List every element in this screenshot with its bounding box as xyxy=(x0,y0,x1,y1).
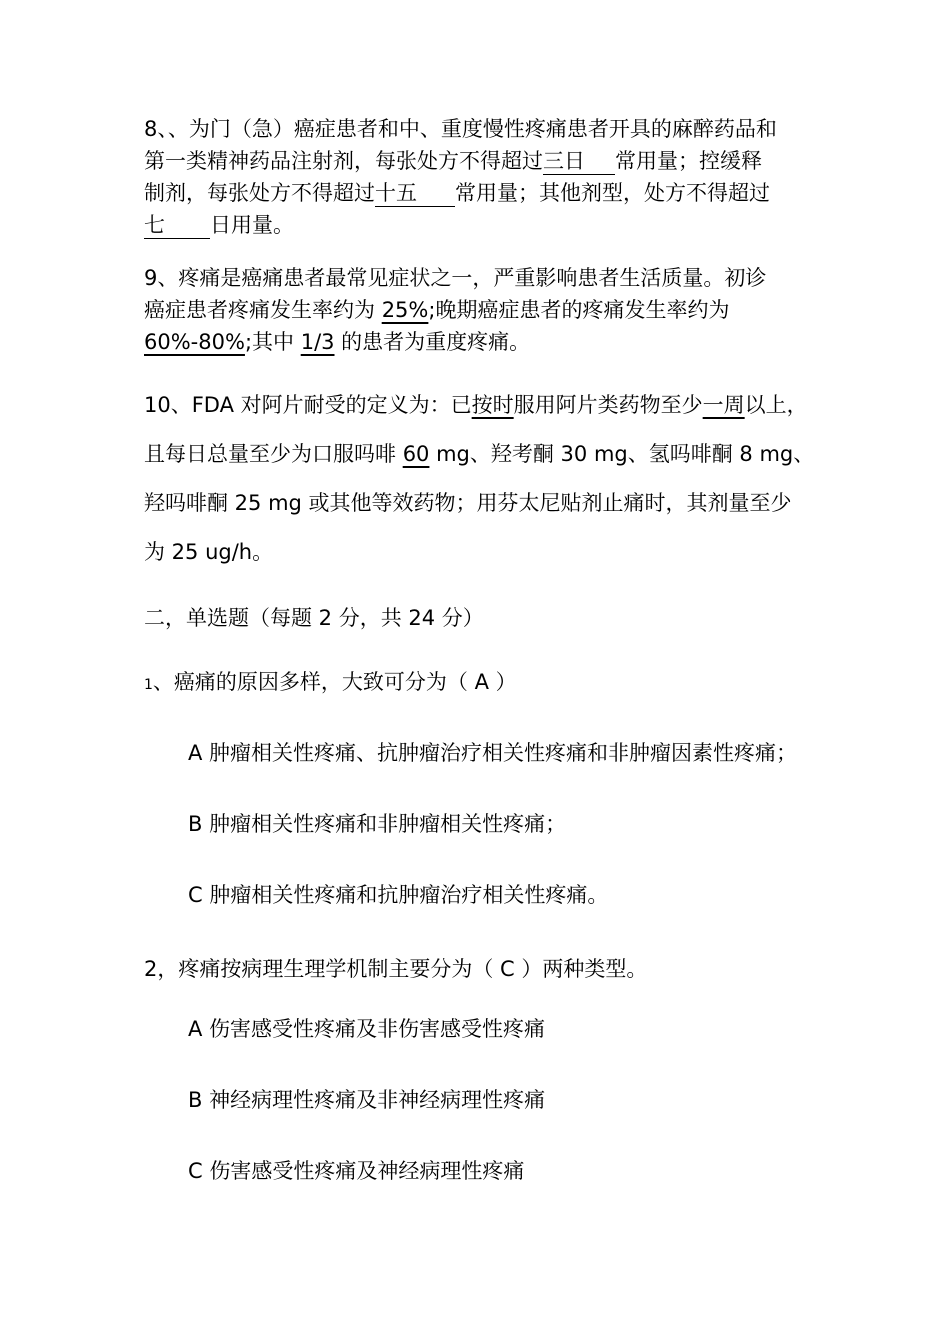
mcq-2-option-a xyxy=(188,1013,868,1045)
q9-line-2 xyxy=(144,294,824,326)
q10-text: 以上， xyxy=(744,393,808,417)
option-text: C 肿瘤相关性疼痛和抗肿瘤治疗相关性疼痛。 xyxy=(188,883,609,907)
mcq-1-stem xyxy=(144,666,824,701)
mcq-1-option-c xyxy=(188,879,868,911)
q10-line-1 xyxy=(144,389,824,421)
q9-line-3 xyxy=(144,326,824,358)
q10-line-3 xyxy=(144,487,824,519)
q8-answer-blank: 三日 xyxy=(543,148,615,175)
mcq-1-option-b xyxy=(188,808,868,840)
mcq-1-number: 1 xyxy=(144,677,153,693)
q10-text: 且每日总量至少为口服吗啡 xyxy=(144,442,403,466)
mcq-2-option-b xyxy=(188,1084,868,1116)
mcq-2-option-c xyxy=(188,1155,868,1187)
option-text: A 伤害感受性疼痛及非伤害感受性疼痛 xyxy=(188,1017,546,1041)
q9-answer: 60%-80% xyxy=(144,330,245,354)
q8-answer-blank: 十五 xyxy=(375,180,455,207)
q10-answer: 60 xyxy=(402,442,430,466)
option-text: A 肿瘤相关性疼痛、抗肿瘤治疗相关性疼痛和非肿瘤因素性疼痛； xyxy=(188,741,798,765)
q10-text: 为 25 ug/h。 xyxy=(144,540,274,564)
section-title: 二，单选题（每题 2 分，共 24 分） xyxy=(144,606,484,630)
mcq-2-question: 2，疼痛按病理生理学机制主要分为（ C ）两种类型。 xyxy=(144,957,648,981)
q9-text: 的患者为重度疼痛。 xyxy=(334,330,531,354)
section-heading xyxy=(144,602,824,634)
q8-line-3 xyxy=(144,177,824,209)
q8-line-2 xyxy=(144,145,824,177)
q10-text: 10、FDA 对阿片耐受的定义为：已 xyxy=(144,393,472,417)
q9-text: 癌症患者疼痛发生率约为 xyxy=(144,298,382,322)
q8-text: 8、、为门（急）癌症患者和中、重度慢性疼痛患者开具的麻醉药品和 xyxy=(144,117,777,141)
q10-text: 服用阿片类药物至少 xyxy=(513,393,703,417)
q8-line-1 xyxy=(144,113,824,145)
q8-text: 常用量；其他剂型，处方不得超过 xyxy=(455,181,770,205)
q10-answer: 一周 xyxy=(702,393,745,417)
mcq-2-stem xyxy=(144,953,824,985)
q10-text: mg、羟考酮 30 mg、氢吗啡酮 8 mg、 xyxy=(429,442,815,466)
q8-text: 常用量；控缓释 xyxy=(615,149,762,173)
option-text: C 伤害感受性疼痛及神经病理性疼痛 xyxy=(188,1159,525,1183)
option-text: B 肿瘤相关性疼痛和非肿瘤相关性疼痛； xyxy=(188,812,567,836)
q9-text: ;晚期癌症患者的疼痛发生率约为 xyxy=(428,298,730,322)
q9-line-1 xyxy=(144,262,824,294)
q9-text: ;其中 xyxy=(244,330,301,354)
q10-line-4 xyxy=(144,536,824,568)
q8-line-4 xyxy=(144,209,824,241)
q8-answer-blank: 七 xyxy=(144,212,210,239)
q8-text: 第一类精神药品注射剂，每张处方不得超过 xyxy=(144,149,543,173)
q8-text: 制剂，每张处方不得超过 xyxy=(144,181,375,205)
q9-text: 9、疼痛是癌痛患者最常见症状之一，严重影响患者生活质量。初诊 xyxy=(144,266,767,290)
q10-text: 羟吗啡酮 25 mg 或其他等效药物；用芬太尼贴剂止痛时，其剂量至少 xyxy=(144,491,792,515)
q9-answer: 1/3 xyxy=(300,330,335,354)
q10-line-2 xyxy=(144,438,824,470)
option-text: B 神经病理性疼痛及非神经病理性疼痛 xyxy=(188,1088,546,1112)
q10-answer: 按时 xyxy=(471,393,514,417)
q8-text: 日用量。 xyxy=(210,213,294,237)
mcq-1-question: 、癌痛的原因多样，大致可分为（ A ） xyxy=(152,670,517,694)
q9-answer: 25% xyxy=(381,298,429,322)
mcq-1-option-a xyxy=(188,737,868,769)
